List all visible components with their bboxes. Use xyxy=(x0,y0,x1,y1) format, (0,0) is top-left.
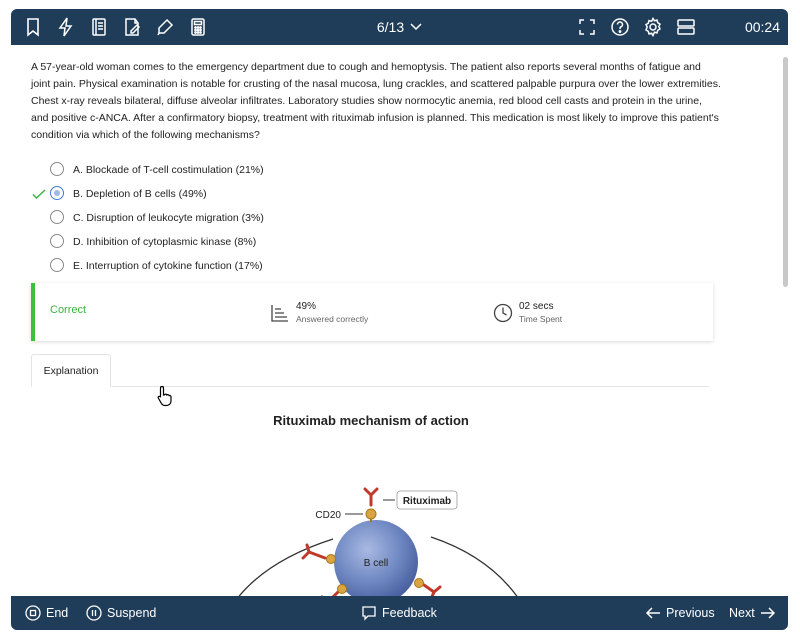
fullscreen-icon[interactable] xyxy=(570,9,603,45)
percent-correct-stat xyxy=(270,301,368,324)
end-label: End xyxy=(46,606,69,620)
scrollbar[interactable] xyxy=(783,57,788,287)
outer-arc-left xyxy=(231,539,333,596)
lightning-icon[interactable] xyxy=(49,9,82,45)
radio-button[interactable] xyxy=(50,234,64,248)
calculator-icon[interactable] xyxy=(181,9,214,45)
hand-cursor-icon xyxy=(156,385,174,407)
time-label: Time Spent xyxy=(519,314,563,324)
question-counter-dropdown[interactable] xyxy=(377,19,422,35)
suspend-button[interactable] xyxy=(86,596,156,630)
settings-icon[interactable] xyxy=(636,9,669,45)
bar-chart-icon xyxy=(270,303,290,323)
answer-text: A. Blockade of T-cell costimulation (21%) xyxy=(73,164,264,176)
pause-icon xyxy=(86,605,102,621)
radio-button[interactable] xyxy=(50,162,64,176)
bookmark-icon[interactable] xyxy=(16,9,49,45)
arrow-left-icon xyxy=(645,605,661,621)
answer-choice-c[interactable] xyxy=(31,206,631,230)
timer: 00:24 xyxy=(744,19,780,35)
cd20-label: CD20 xyxy=(315,510,341,521)
rituximab-label: Rituximab xyxy=(402,496,452,507)
answer-choice-e[interactable] xyxy=(31,254,631,278)
rituximab-diagram xyxy=(221,437,521,596)
tab-explanation[interactable]: Explanation xyxy=(31,354,111,387)
arrow-right-icon xyxy=(760,605,776,621)
antibody-right xyxy=(415,579,441,597)
result-status: Correct xyxy=(50,304,87,316)
time-value: 02 secs xyxy=(519,301,554,312)
feedback-label: Feedback xyxy=(382,606,437,620)
help-icon[interactable] xyxy=(603,9,636,45)
figure-title: Rituximab mechanism of action xyxy=(273,413,469,428)
previous-label: Previous xyxy=(666,606,715,620)
answer-text: C. Disruption of leukocyte migration (3%) xyxy=(73,212,264,224)
radio-button[interactable] xyxy=(50,210,64,224)
stop-icon xyxy=(25,605,41,621)
answer-text: E. Interruption of cytokine function (17%) xyxy=(73,260,263,272)
percent-label: Answered correctly xyxy=(296,314,369,324)
answer-choice-b[interactable] xyxy=(31,182,631,206)
b-cell-label: B cell xyxy=(363,558,389,569)
result-panel xyxy=(31,283,713,341)
next-button[interactable] xyxy=(729,596,776,630)
percent-value: 49% xyxy=(296,301,317,312)
question-counter: 6/13 xyxy=(376,19,405,35)
edit-note-icon[interactable] xyxy=(115,9,148,45)
question-stem: A 57-year-old woman comes to the emergency department due to cough and hemoptysis. The patient also reports several months of fatigue and joint pain. Physical examination is notable for crusting of the nasal mucosa, lung crackles, and scattered palpable purpura over the lower extremities. Chest x-ray reveals bilateral, diffuse alveolar infiltrates. Laboratory studies show normocytic anemia, red blood cell casts and protein in the urine, and positive c-ANCA. After a confirmatory biopsy, treatment with rituximab infusion is planned. This medication is most likely to improve this patient's condition via which of the following mechanisms? xyxy=(31,61,721,141)
layout-icon[interactable] xyxy=(669,9,702,45)
highlighter-icon[interactable] xyxy=(148,9,181,45)
bottom-toolbar xyxy=(11,596,788,630)
time-spent-stat xyxy=(493,301,562,324)
feedback-button[interactable] xyxy=(361,596,437,630)
explanation-tabs xyxy=(31,354,709,387)
answer-text: D. Inhibition of cytoplasmic kinase (8%) xyxy=(73,236,257,248)
top-toolbar xyxy=(11,9,788,45)
answer-choice-d[interactable] xyxy=(31,230,631,254)
next-label: Next xyxy=(729,606,755,620)
antibody-left xyxy=(303,545,336,564)
toolbar-right-tools xyxy=(570,9,702,45)
speech-bubble-icon xyxy=(361,605,377,621)
clock-icon xyxy=(493,303,513,323)
antibody-top xyxy=(365,489,377,522)
previous-button[interactable] xyxy=(645,596,715,630)
chevron-down-icon xyxy=(410,23,422,31)
toolbar-left-tools xyxy=(16,9,214,45)
checkmark-icon xyxy=(31,186,47,202)
end-button[interactable] xyxy=(25,596,68,630)
radio-button[interactable] xyxy=(50,258,64,272)
suspend-label: Suspend xyxy=(107,606,157,620)
antibody-bottom-left xyxy=(322,585,347,597)
answer-choices xyxy=(31,158,631,278)
outer-arc-right xyxy=(431,537,521,596)
answer-text: B. Depletion of B cells (49%) xyxy=(73,188,207,200)
answer-choice-a[interactable] xyxy=(31,158,631,182)
notebook-icon[interactable] xyxy=(82,9,115,45)
question-content xyxy=(11,45,788,596)
radio-button-selected[interactable] xyxy=(50,186,64,200)
